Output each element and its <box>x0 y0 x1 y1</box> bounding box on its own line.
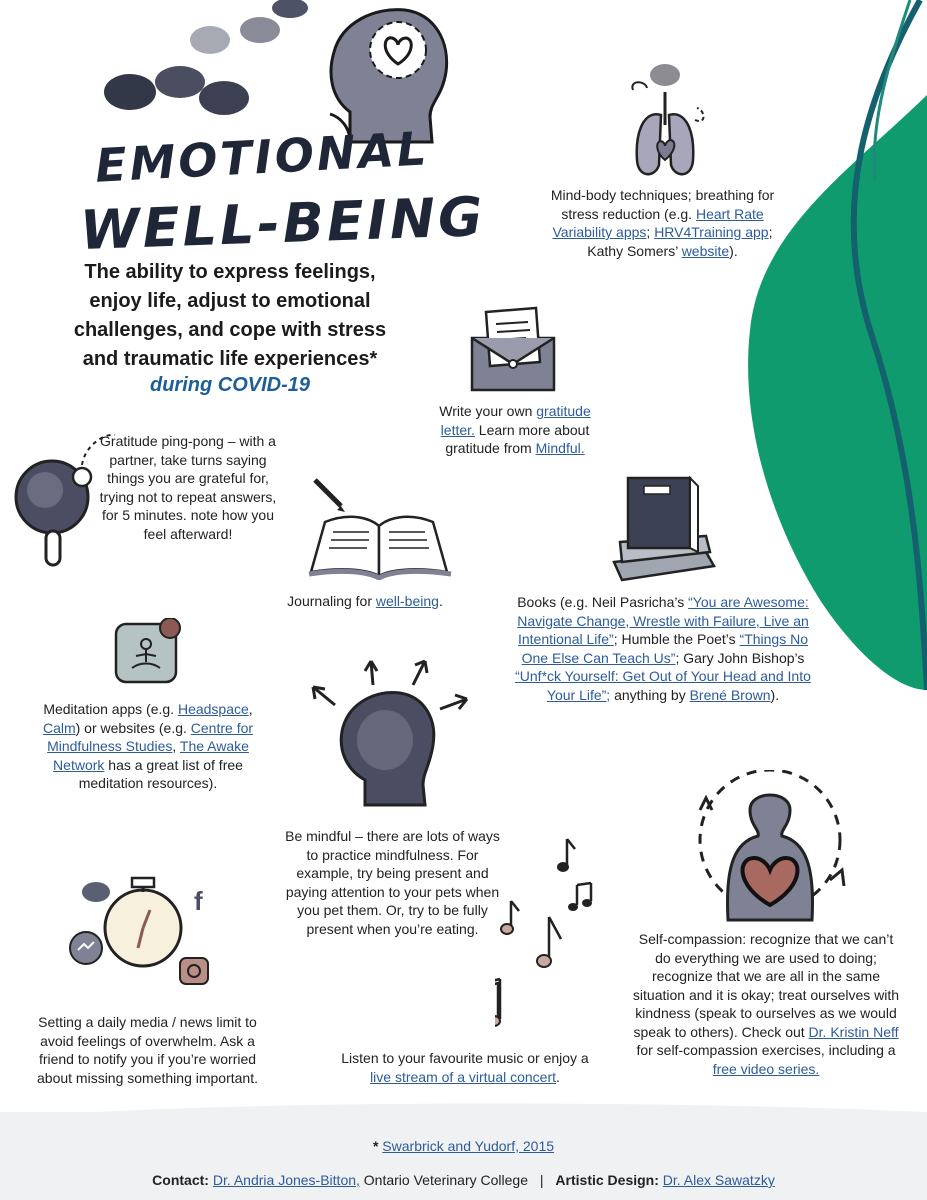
text: Meditation apps (e.g. <box>43 701 178 717</box>
link-mindful[interactable]: Mindful. <box>535 440 585 456</box>
tip-journaling <box>270 592 460 611</box>
svg-text:f: f <box>194 886 203 916</box>
music-notes-icon <box>495 835 605 1045</box>
link-gratitude-letter[interactable]: gratitude letter. <box>440 403 591 438</box>
text: ; Humble the Poet’s <box>613 631 740 647</box>
link-hrv-apps[interactable]: Heart Rate Variability apps <box>552 205 764 240</box>
subtitle-line: enjoy life, adjust to emotional <box>89 290 371 312</box>
lungs-icon <box>625 60 710 185</box>
link-things-no-one-else[interactable]: “Things No One Else Can Teach Us” <box>521 631 808 666</box>
tip-pingpong: Gratitude ping-pong – with a partner, take turns saying things you are grateful for, trying not to repeat answers, for 5 minutes. note how you feel afterward! <box>99 433 277 542</box>
title-line-2: WELL-BEING <box>79 184 487 263</box>
paint-blobs-decoration <box>100 0 340 130</box>
text: Books (e.g. Neil Pasricha’s <box>517 594 689 610</box>
text: Learn more about gratitude from <box>445 421 590 456</box>
heart-person-icon <box>680 770 860 925</box>
tip-mindbody <box>545 186 780 260</box>
text: . <box>556 1068 560 1085</box>
text: ). <box>729 242 738 259</box>
text: , <box>248 701 253 717</box>
contact-label: Contact: <box>152 1172 209 1188</box>
contact-org: Ontario Veterinary College <box>359 1172 528 1188</box>
text: Write your own <box>439 403 537 419</box>
tip-self-compassion <box>630 930 902 1078</box>
text: has a great list of free meditation resources). <box>78 756 243 791</box>
tip-mindful: Be mindful – there are lots of ways to practice mindfulness. For example, try being present and paying attention to your pets when you pet them. Or, try to be fully present when you’re eating. <box>285 828 500 937</box>
text: ). <box>770 686 780 703</box>
text: Listen to your favourite music or enjoy a <box>341 1050 589 1066</box>
text: anything by <box>610 686 690 703</box>
link-contact[interactable]: Dr. Andria Jones-Bitton, <box>212 1172 360 1188</box>
footer <box>0 1112 927 1200</box>
tip-music <box>340 1049 590 1086</box>
link-you-are-awesome[interactable]: “You are Awesome: Navigate Change, Wrestle with Failure, Live an Intentional Life” <box>517 594 809 647</box>
link-headspace[interactable]: Headspace <box>177 701 249 717</box>
text: Mind-body techniques; breathing for stress reduction (e.g. <box>550 187 775 222</box>
contact-line <box>0 1172 927 1188</box>
subtitle-line: challenges, and cope with stress <box>73 319 387 341</box>
text: . <box>438 593 443 609</box>
subtitle-line: and traumatic life experiences* <box>82 348 378 370</box>
link-virtual-concert[interactable]: live stream of a virtual concert <box>370 1068 557 1085</box>
link-hrv4training[interactable]: HRV4Training app <box>654 224 769 240</box>
tip-media: Setting a daily media / news limit to avoid feelings of overwhelm. Ask a friend to notify you if you’re worried about missing something important. <box>37 1014 258 1086</box>
text: , <box>172 738 180 754</box>
text: Journaling for <box>287 593 376 609</box>
link-kathy-somers-website[interactable]: website <box>681 242 730 259</box>
link-kristin-neff[interactable]: Dr. Kristin Neff <box>808 1023 899 1040</box>
text: ; Kathy Somers’ <box>587 224 773 259</box>
subtitle <box>30 258 430 374</box>
reference <box>0 1138 927 1154</box>
covid-label: during COVID-19 <box>149 374 310 396</box>
tip-meditation <box>38 700 258 793</box>
design-label: Artistic Design: <box>555 1172 659 1188</box>
text: Self-compassion: recognize that we can’t do everything we are used to doing; recognize that we are all in the same situation and it is okay; treat ourselves with kindness (speak to ourselves as we would speak to others). Check out <box>632 931 900 1040</box>
stopwatch-social-icon <box>68 870 218 990</box>
link-reference[interactable]: Swarbrick and Yudorf, 2015 <box>382 1138 555 1154</box>
link-centre-mindfulness[interactable]: Centre for Mindfulness Studies <box>47 719 254 754</box>
text: ) or websites (e.g. <box>75 719 191 736</box>
title-line-1: EMOTIONAL <box>93 121 431 193</box>
tip-books <box>508 593 818 704</box>
footer-wave-decoration <box>0 1098 927 1118</box>
tip-gratitude-letter <box>430 402 600 458</box>
link-well-being[interactable]: well-being <box>375 593 439 609</box>
separator: | <box>539 1172 544 1188</box>
link-awake-network[interactable]: The Awake Network <box>53 738 249 773</box>
text: ; <box>646 224 655 240</box>
envelope-icon <box>470 306 560 394</box>
text: ; Gary John Bishop’s <box>675 649 805 666</box>
head-arrows-icon <box>305 655 475 815</box>
ref-star: * <box>372 1138 379 1154</box>
link-design[interactable]: Dr. Alex Sawatzky <box>662 1172 775 1188</box>
book-stack-icon <box>610 472 720 587</box>
link-unfck-yourself[interactable]: “Unf*ck Yourself: Get Out of Your Head and Into Your Life”; <box>515 668 811 703</box>
link-calm[interactable]: Calm <box>42 719 76 736</box>
meditation-app-icon <box>112 618 184 688</box>
link-brene-brown[interactable]: Brené Brown <box>689 686 771 703</box>
subtitle-line: The ability to express feelings, <box>84 261 376 283</box>
link-free-video-series[interactable]: free video series. <box>712 1060 820 1077</box>
text: for self-compassion exercises, including a <box>636 1042 896 1058</box>
open-book-icon <box>305 472 455 580</box>
